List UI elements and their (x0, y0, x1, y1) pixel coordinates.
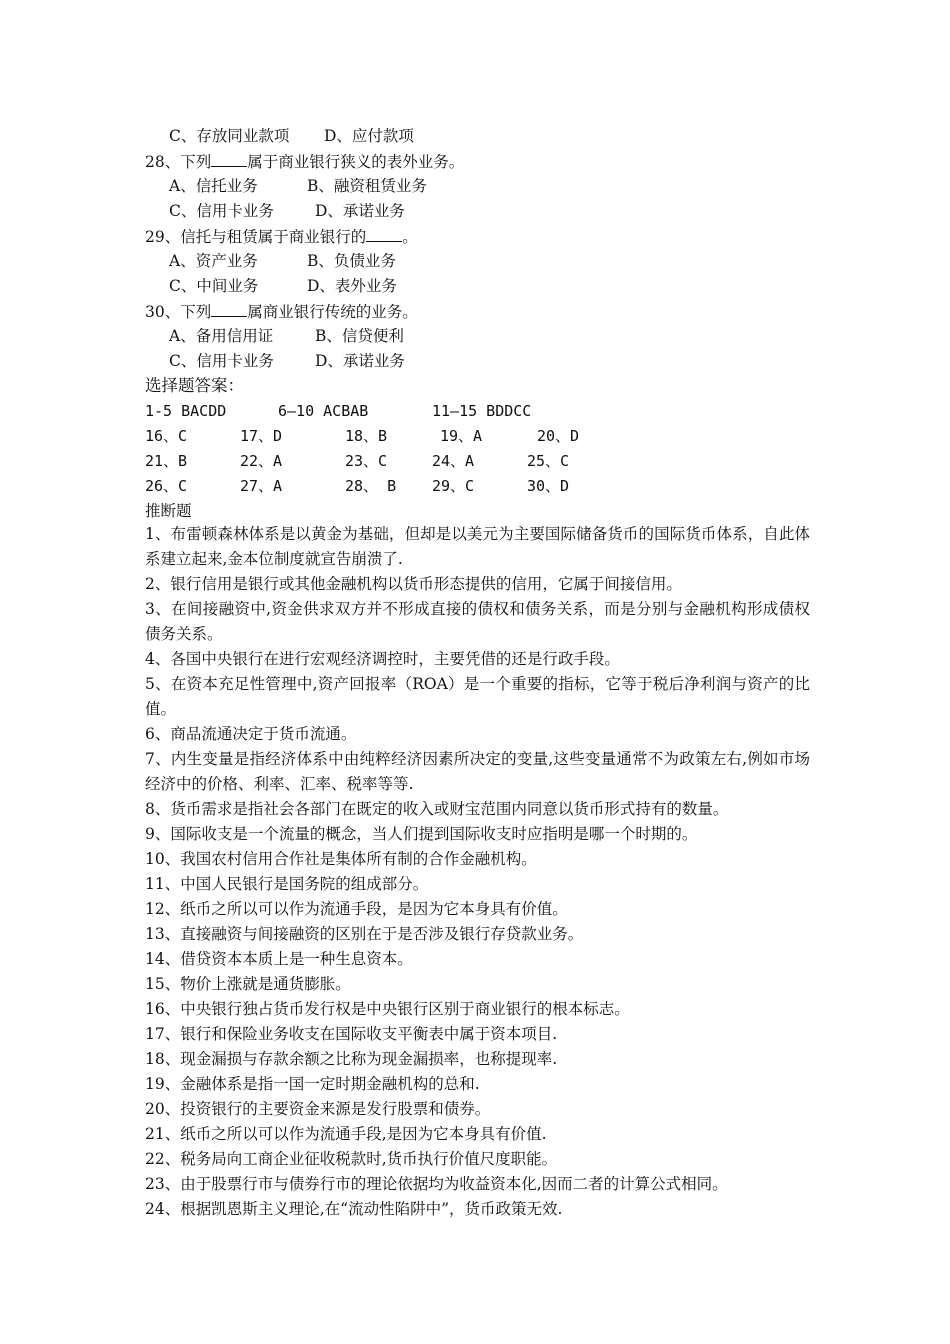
statement-23: 23、由于股票行市与债券行市的理论依据均为收益资本化,因而二者的计算公式相同。 (145, 1175, 728, 1193)
q29-option-d: D、表外业务 (307, 277, 397, 295)
question-30-prefix: 30、下列 (145, 303, 212, 321)
statement-18: 18、现金漏损与存款余额之比称为现金漏损率，也称提现率. (145, 1050, 558, 1068)
answer-item: 30、D (527, 477, 570, 495)
statement-9: 9、国际收支是一个流量的概念，当人们提到国际收支时应指明是哪一个时期的。 (145, 825, 698, 843)
statement-19: 19、金融体系是指一国一定时期金融机构的总和. (145, 1075, 480, 1093)
answer-item: 24、A (432, 452, 475, 470)
answer-item: 28、 B (345, 477, 397, 495)
question-28-prefix: 28、下列 (145, 153, 212, 171)
statement-17: 17、银行和保险业务收支在国际收支平衡表中属于资本项目. (145, 1025, 558, 1043)
q28-option-b: B、融资租赁业务 (307, 177, 427, 195)
statement-22: 22、税务局向工商企业征收税款时,货币执行价值尺度职能。 (145, 1150, 558, 1168)
question-28-suffix: 属于商业银行狭义的表外业务。 (247, 153, 465, 171)
answer-item: 18、B (345, 427, 388, 445)
statement-20: 20、投资银行的主要资金来源是发行股票和债券。 (145, 1100, 491, 1118)
q29-option-c: C、中间业务 (169, 277, 259, 295)
answer-item: 26、C (145, 477, 188, 495)
answer-item: 23、C (345, 452, 388, 470)
answer-item: 27、A (240, 477, 283, 495)
q28-option-a: A、信托业务 (169, 177, 258, 195)
statement-10: 10、我国农村信用合作社是集体所有制的合作金融机构。 (145, 850, 537, 868)
q27-option-d: D、应付款项 (324, 127, 414, 145)
answer-item: 22、A (240, 452, 283, 470)
answer-range-1-5: 1-5 BACDD (145, 402, 227, 420)
statement-6: 6、商品流通决定于货币流通。 (145, 725, 357, 743)
q28-option-d: D、承诺业务 (315, 202, 405, 220)
question-29 (145, 226, 418, 247)
q30-option-d: D、承诺业务 (315, 352, 405, 370)
statement-7: 7、内生变量是指经济体系中由纯粹经济因素所决定的变量,这些变量通常不为政策左右,例如市场经济中的价格、利率、汇率、税率等等. (145, 750, 810, 793)
q27-option-c: C、存放同业款项 (169, 127, 290, 145)
statement-2: 2、银行信用是银行或其他金融机构以货币形态提供的信用，它属于间接信用。 (145, 575, 682, 593)
statement-12: 12、纸币之所以可以作为流通手段，是因为它本身具有价值。 (145, 900, 568, 918)
statement-15: 15、物价上涨就是通货膨胀。 (145, 975, 351, 993)
answer-blank (211, 301, 247, 317)
q28-option-c: C、信用卡业务 (169, 202, 274, 220)
answer-range-11-15: 11—15 BDDCC (432, 402, 532, 420)
question-30-suffix: 属商业银行传统的业务。 (247, 303, 418, 321)
q30-option-a: A、备用信用证 (169, 327, 274, 345)
answer-item: 29、C (432, 477, 475, 495)
q29-option-b: B、负债业务 (307, 252, 396, 270)
statement-24: 24、根据凯恩斯主义理论,在“流动性陷阱中”，货币政策无效. (145, 1200, 563, 1218)
statement-13: 13、直接融资与间接融资的区别在于是否涉及银行存贷款业务。 (145, 925, 584, 943)
statement-1: 1、布雷顿森林体系是以黄金为基础，但却是以美元为主要国际储备货币的国际货币体系，自此体系建立起来,金本位制度就宣告崩溃了. (145, 525, 810, 568)
answer-item: 25、C (527, 452, 570, 470)
q29-option-a: A、资产业务 (169, 252, 258, 270)
answer-item: 20、D (537, 427, 580, 445)
question-28 (145, 151, 464, 172)
statement-14: 14、借贷资本本质上是一种生息资本。 (145, 950, 413, 968)
q30-option-c: C、信用卡业务 (169, 352, 274, 370)
answers-heading: 选择题答案： (145, 376, 244, 395)
statement-4: 4、各国中央银行在进行宏观经济调控时，主要凭借的还是行政手段。 (145, 650, 620, 668)
answer-blank (366, 226, 402, 242)
statement-8: 8、货币需求是指社会各部门在既定的收入或财宝范围内同意以货币形式持有的数量。 (145, 800, 729, 818)
judgement-heading: 推断题 (145, 502, 192, 520)
statement-11: 11、中国人民银行是国务院的组成部分。 (145, 875, 429, 893)
answer-item: 17、D (240, 427, 283, 445)
statement-3: 3、在间接融资中,资金供求双方并不形成直接的债权和债务关系，而是分别与金融机构形成债权债务关系。 (145, 600, 810, 643)
answer-item: 16、C (145, 427, 188, 445)
answer-blank (211, 151, 247, 167)
question-30 (145, 301, 418, 322)
answer-item: 21、B (145, 452, 188, 470)
statement-5: 5、在资本充足性管理中,资产回报率（ROA）是一个重要的指标，它等于税后净利润与资产的比值。 (145, 675, 810, 718)
question-29-prefix: 29、信托与租赁属于商业银行的 (145, 228, 367, 246)
statement-16: 16、中央银行独占货币发行权是中央银行区别于商业银行的根本标志。 (145, 1000, 630, 1018)
statement-21: 21、纸币之所以可以作为流通手段,是因为它本身具有价值. (145, 1125, 547, 1143)
answer-range-6-10: 6—10 ACBAB (278, 402, 369, 420)
q30-option-b: B、信贷便利 (315, 327, 404, 345)
answer-item: 19、A (440, 427, 483, 445)
question-29-suffix: 。 (402, 228, 418, 246)
